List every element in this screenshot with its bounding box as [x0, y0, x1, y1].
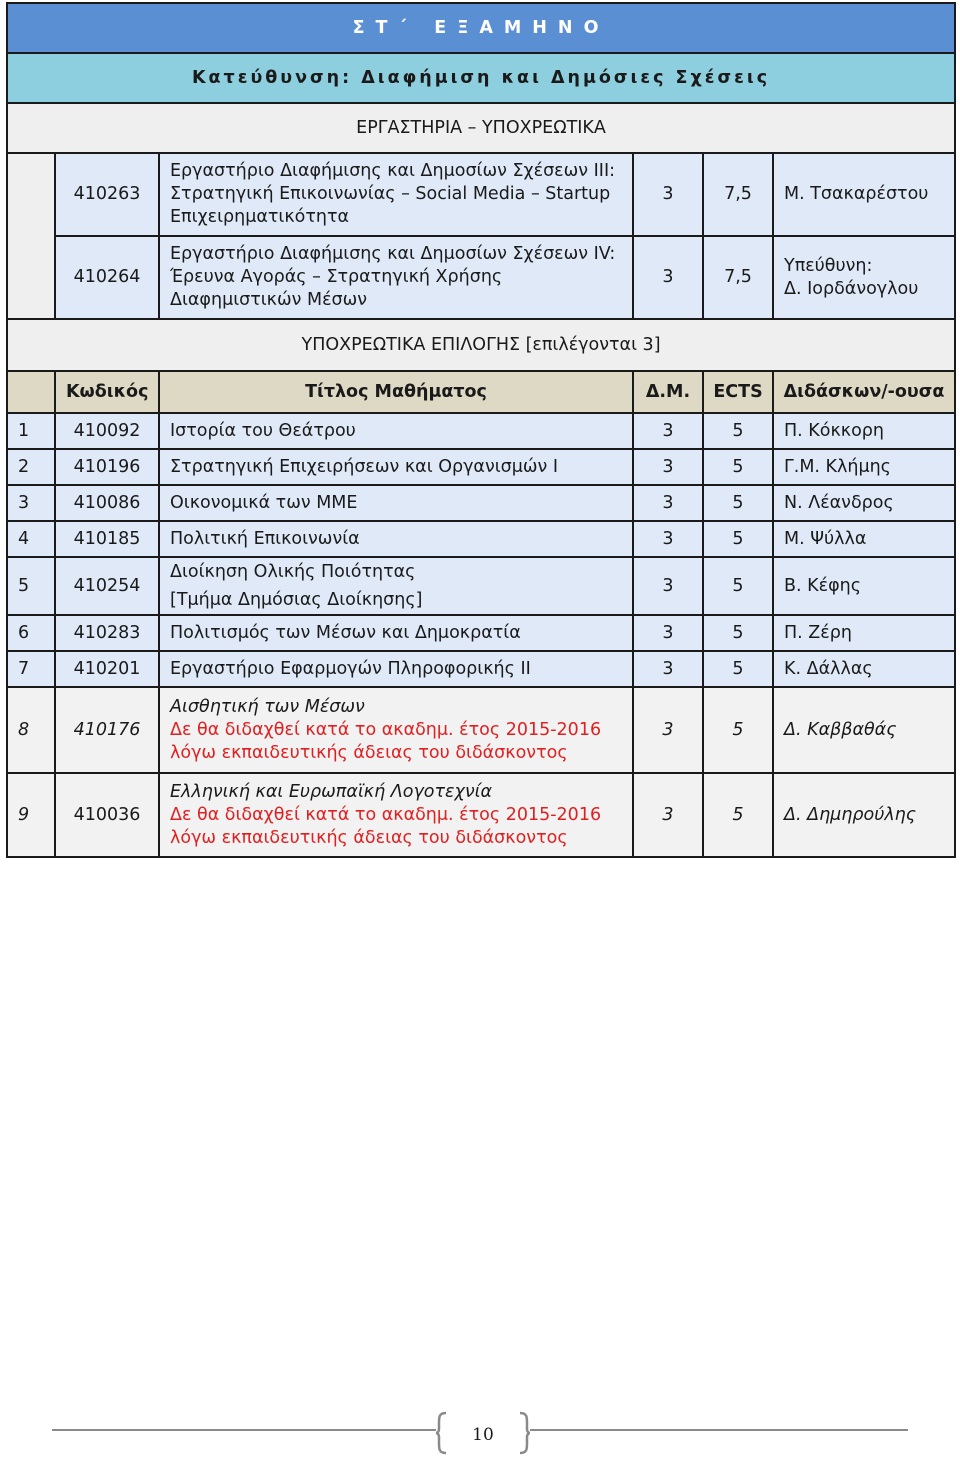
course-hours: 3: [633, 615, 703, 651]
column-header-title: Τίτλος Μαθήματος: [159, 371, 633, 413]
row-number: 4: [7, 521, 55, 557]
table-row: [7, 413, 955, 449]
course-title-line: Εργαστήριο Διαφήμισης και Δημοσίων Σχέσεων III:: [170, 161, 616, 181]
row-number: 8: [7, 687, 55, 773]
course-note-line: Δε θα διδαχθεί κατά το ακαδημ. έτος 2015-2016: [170, 804, 602, 825]
course-ects: 5: [703, 413, 773, 449]
table-row: [7, 153, 955, 236]
course-title: [159, 557, 633, 615]
course-title-line: Έρευνα Αγοράς – Στρατηγική Χρήσης: [170, 267, 503, 287]
course-hours: 3: [633, 153, 703, 236]
course-title-line: Επιχειρηματικότητα: [170, 207, 350, 227]
course-title: [159, 773, 633, 857]
table-row: [7, 521, 955, 557]
course-teacher: Γ.Μ. Κλήμης: [773, 449, 955, 485]
column-header-row: [7, 371, 955, 413]
course-title: [159, 687, 633, 773]
table-row: [7, 687, 955, 773]
course-hours: 3: [633, 557, 703, 615]
column-header-teacher: Διδάσκων/-ουσα: [773, 371, 955, 413]
course-ects: 7,5: [703, 153, 773, 236]
row-number: 3: [7, 485, 55, 521]
course-hours: 3: [633, 651, 703, 687]
table-row: [7, 485, 955, 521]
row-number: 5: [7, 557, 55, 615]
course-code: 410185: [55, 521, 159, 557]
course-hours: 3: [633, 236, 703, 319]
blank-cell: [7, 153, 55, 319]
course-code: 410092: [55, 413, 159, 449]
course-title: Εργαστήριο Εφαρμογών Πληροφορικής ΙΙ: [159, 651, 633, 687]
electives-section-row: [7, 319, 955, 371]
electives-section-title: ΥΠΟΧΡΕΩΤΙΚΑ ΕΠΙΛΟΓΗΣ [επιλέγονται 3]: [7, 319, 955, 371]
course-ects: 5: [703, 687, 773, 773]
column-header-code: Κωδικός: [55, 371, 159, 413]
course-note-line: Δε θα διδαχθεί κατά το ακαδημ. έτος 2015-2016: [170, 719, 602, 740]
footer-rule-right: [530, 1429, 908, 1431]
course-ects: 5: [703, 449, 773, 485]
course-table: [6, 2, 956, 858]
course-title: Ιστορία του Θεάτρου: [159, 413, 633, 449]
course-hours: 3: [633, 449, 703, 485]
course-code: 410176: [55, 687, 159, 773]
table-row: [7, 557, 955, 615]
course-title-line: Ελληνική και Ευρωπαϊκή Λογοτεχνία: [170, 781, 493, 802]
column-header-ects: ECTS: [703, 371, 773, 413]
course-ects: 5: [703, 615, 773, 651]
course-title: [159, 153, 633, 236]
course-teacher: Β. Κέφης: [773, 557, 955, 615]
course-teacher: Δ. Καββαθάς: [773, 687, 955, 773]
course-code: 410264: [55, 236, 159, 319]
course-title-line: Διαφημιστικών Μέσων: [170, 290, 368, 310]
course-ects: 5: [703, 651, 773, 687]
row-number: 2: [7, 449, 55, 485]
page-number: 10: [472, 1425, 494, 1445]
table-row: [7, 651, 955, 687]
course-title-line: Διοίκηση Ολικής Ποιότητας: [170, 562, 416, 582]
course-hours: 3: [633, 413, 703, 449]
course-teacher: Ν. Λέανδρος: [773, 485, 955, 521]
course-title: Πολιτισμός των Μέσων και Δημοκρατία: [159, 615, 633, 651]
table-row: [7, 236, 955, 319]
course-ects: 7,5: [703, 236, 773, 319]
course-title: Στρατηγική Επιχειρήσεων και Οργανισμών Ι: [159, 449, 633, 485]
table-row: [7, 615, 955, 651]
course-teacher-line: Υπεύθυνη:: [784, 255, 873, 276]
direction-title: Κατεύθυνση: Διαφήμιση και Δημόσιες Σχέσεις: [7, 53, 955, 103]
semester-title: ΣΤ΄ ΕΞΑΜΗΝΟ: [7, 3, 955, 53]
course-ects: 5: [703, 557, 773, 615]
course-teacher: Κ. Δάλλας: [773, 651, 955, 687]
row-number: 7: [7, 651, 55, 687]
course-teacher: Π. Κόκκορη: [773, 413, 955, 449]
course-teacher: Π. Ζέρη: [773, 615, 955, 651]
course-teacher: Μ. Ψύλλα: [773, 521, 955, 557]
course-teacher: Μ. Τσακαρέστου: [773, 153, 955, 236]
row-number: 6: [7, 615, 55, 651]
course-title-line: Αισθητική των Μέσων: [170, 696, 365, 717]
course-title: Οικονομικά των ΜΜΕ: [159, 485, 633, 521]
course-hours: 3: [633, 521, 703, 557]
course-hours: 3: [633, 773, 703, 857]
course-hours: 3: [633, 687, 703, 773]
course-code: 410263: [55, 153, 159, 236]
semester-title-row: [7, 3, 955, 53]
course-ects: 5: [703, 485, 773, 521]
course-ects: 5: [703, 773, 773, 857]
column-header-blank: [7, 371, 55, 413]
course-title-line: Στρατηγική Επικοινωνίας – Social Media – Startup: [170, 184, 611, 204]
labs-section-title: ΕΡΓΑΣΤΗΡΙΑ – ΥΠΟΧΡΕΩΤΙΚΑ: [7, 103, 955, 153]
table-row: [7, 449, 955, 485]
course-ects: 5: [703, 521, 773, 557]
course-note-line: λόγω εκπαιδευτικής άδειας του διδάσκοντος: [170, 742, 568, 763]
course-title: [159, 236, 633, 319]
labs-section-row: [7, 103, 955, 153]
course-teacher-line: Δ. Ιορδάνογλου: [784, 278, 919, 299]
course-title-line: Εργαστήριο Διαφήμισης και Δημοσίων Σχέσεων IV:: [170, 244, 616, 264]
course-hours: 3: [633, 485, 703, 521]
course-title: Πολιτική Επικοινωνία: [159, 521, 633, 557]
course-teacher: Δ. Δημηρούλης: [773, 773, 955, 857]
row-number: 1: [7, 413, 55, 449]
footer-rule-left: [52, 1429, 436, 1431]
course-code: 410196: [55, 449, 159, 485]
table-row: [7, 773, 955, 857]
course-code: 410201: [55, 651, 159, 687]
course-title-line: [Τμήμα Δημόσιας Διοίκησης]: [170, 590, 423, 610]
row-number: 9: [7, 773, 55, 857]
course-teacher: [773, 236, 955, 319]
course-code: 410086: [55, 485, 159, 521]
direction-row: [7, 53, 955, 103]
course-code: 410254: [55, 557, 159, 615]
course-note-line: λόγω εκπαιδευτικής άδειας του διδάσκοντος: [170, 827, 568, 848]
course-code: 410036: [55, 773, 159, 857]
column-header-hours: Δ.Μ.: [633, 371, 703, 413]
course-code: 410283: [55, 615, 159, 651]
